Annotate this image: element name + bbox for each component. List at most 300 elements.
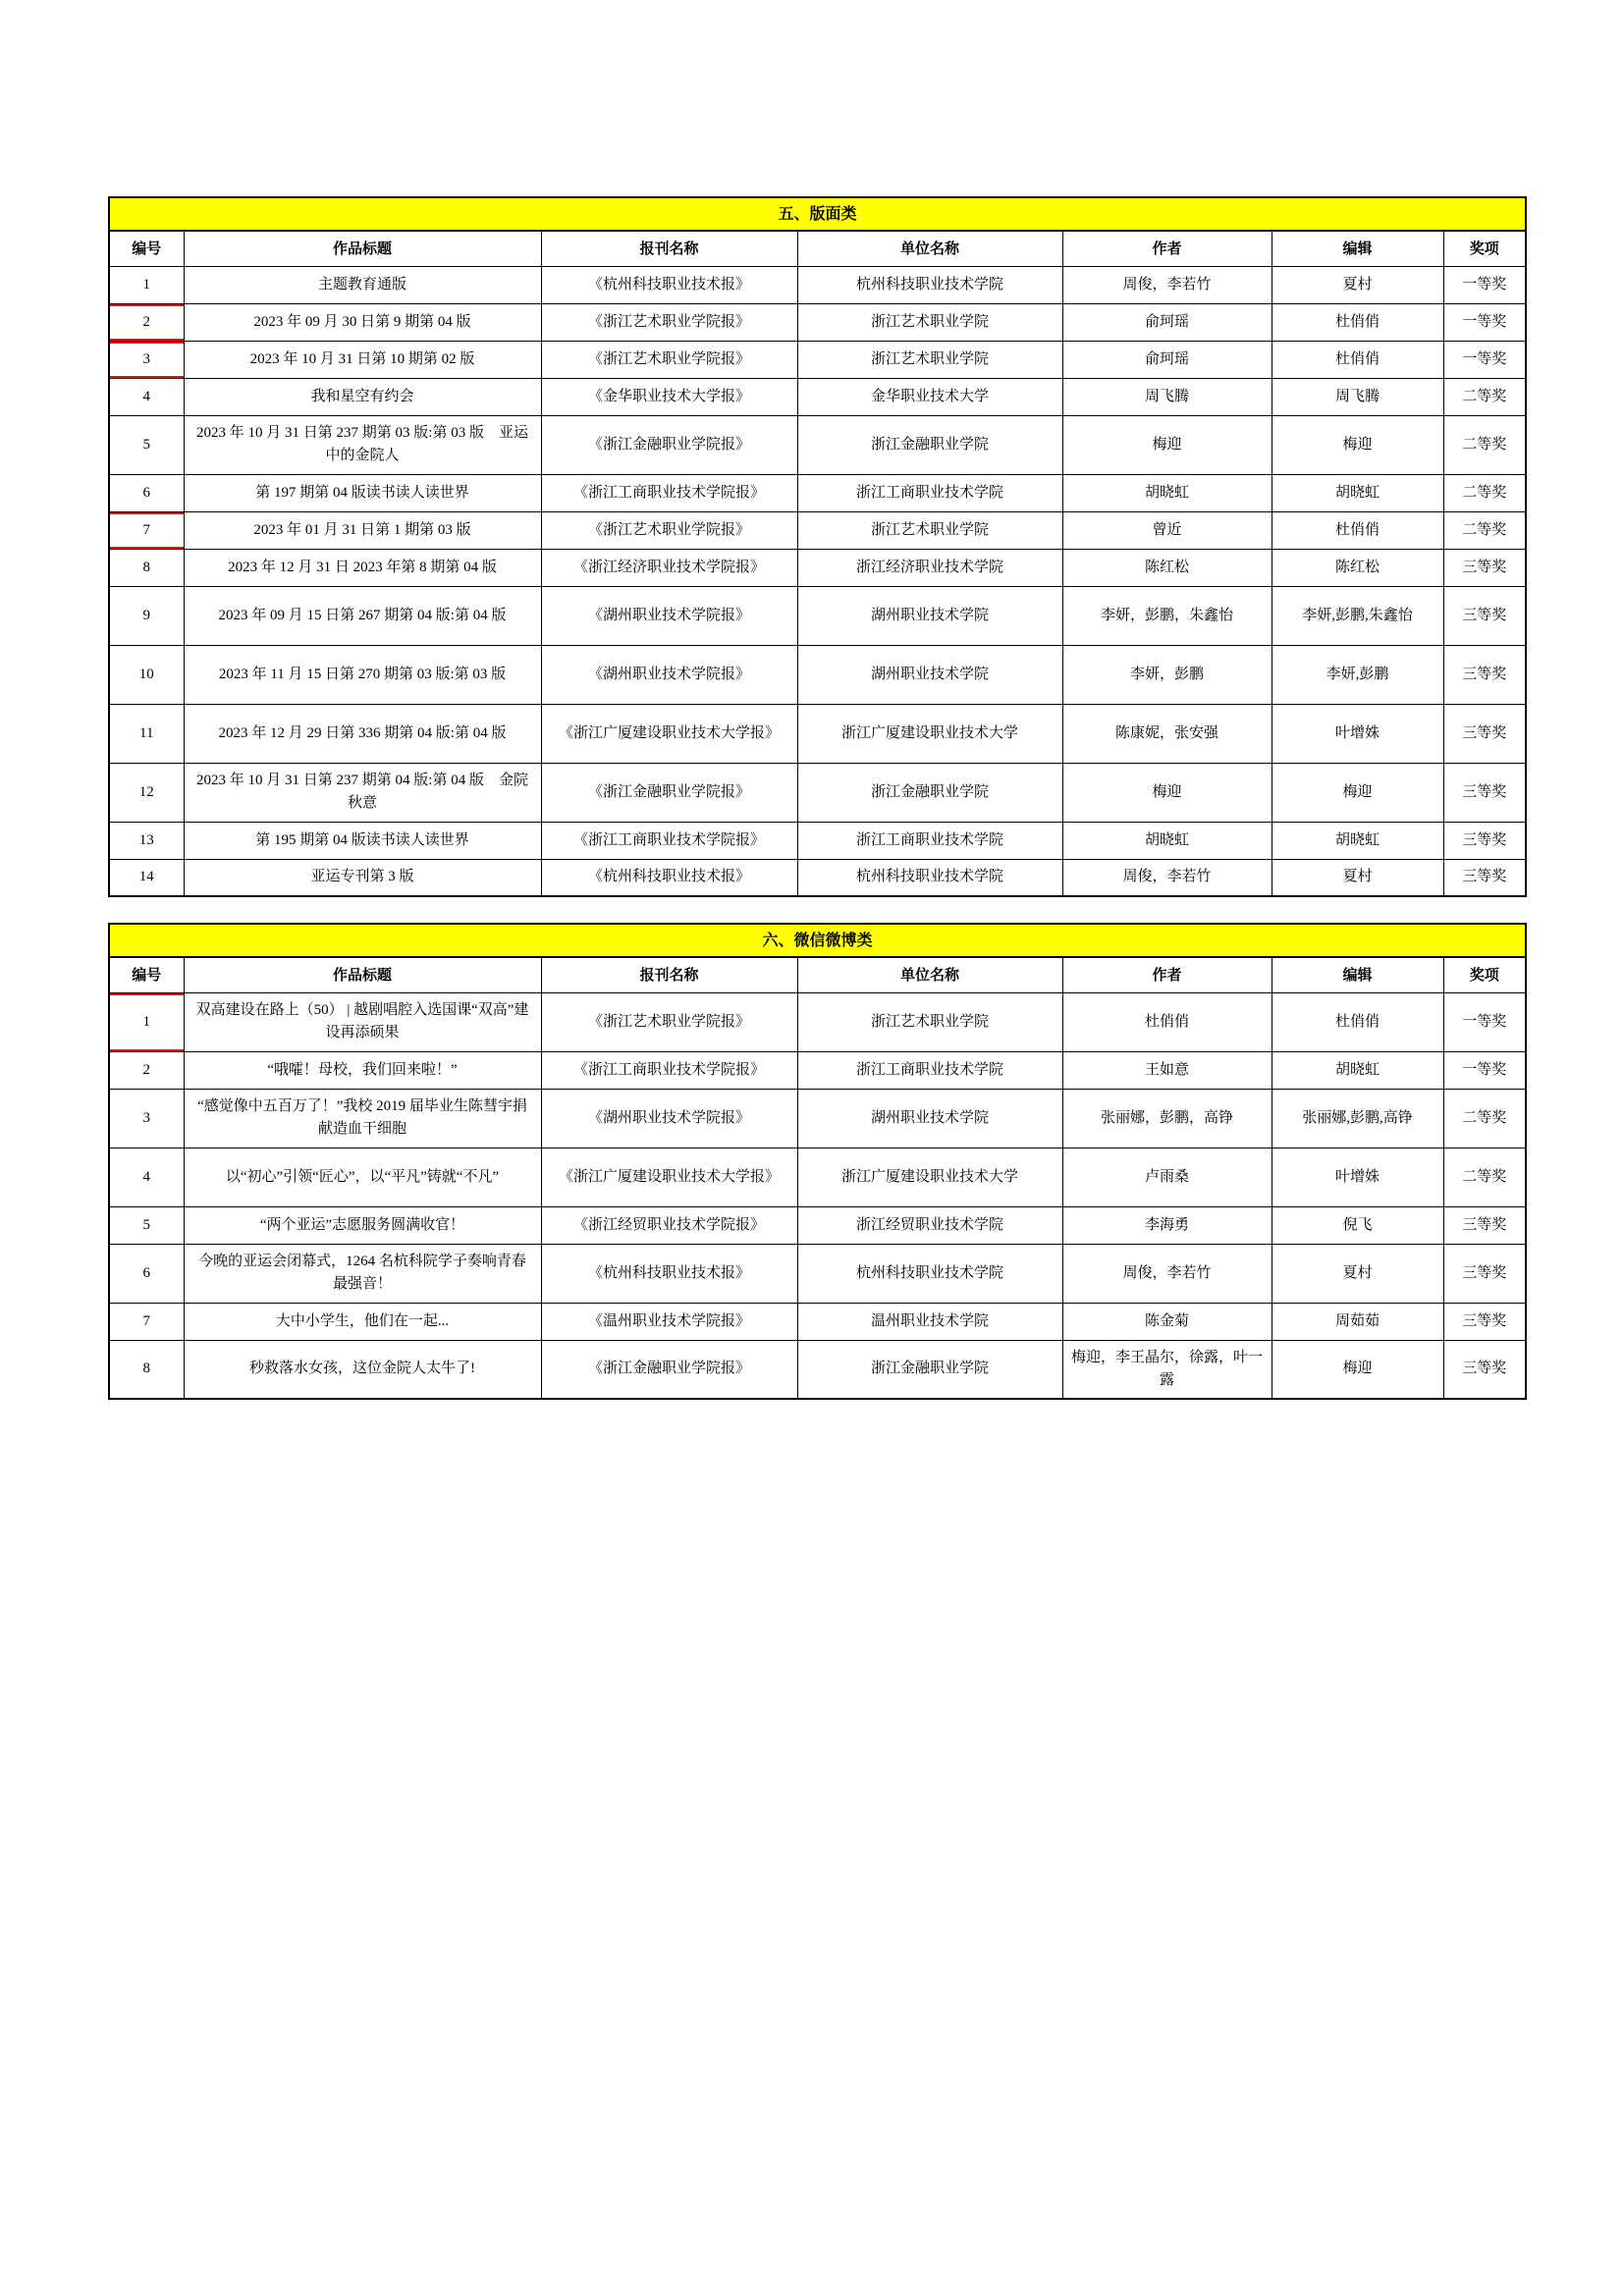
award-level-text: 三等奖 [1462,783,1507,800]
organization-name-text: 浙江工商职业技术学院 [855,1061,1003,1078]
editor-name-text: 梅迎 [1342,436,1373,453]
organization-name-text: 金华职业技术大学 [870,388,989,404]
author-name [1062,266,1272,303]
author-name [1062,303,1272,341]
organization-name-text: 浙江金融职业学院 [870,1361,989,1377]
editor-name-text: 陈红松 [1334,559,1380,575]
work-title-text: 2023 年 10 月 31 日第 10 期第 02 版 [249,350,475,367]
col-header-number: 编号 [109,957,184,992]
editor-name [1272,645,1443,704]
work-title [184,266,541,303]
table-row [109,1340,1526,1399]
row-number-text: 10 [138,666,154,682]
work-title-text: 第 197 期第 04 版读书读人读世界 [255,484,469,501]
editor-name-text: 胡晓虹 [1334,831,1380,848]
table-row [109,378,1526,415]
editor-name-text: 叶增姝 [1334,1168,1380,1185]
work-title-text: 我和星空有约会 [310,388,414,404]
organization-name [797,822,1062,859]
col-header-organization: 单位名称 [797,957,1062,992]
work-title [184,415,541,474]
organization-name-text: 杭州科技职业技术学院 [855,276,1003,293]
award-level-text: 三等奖 [1462,831,1507,848]
work-title-text: 主题教育通版 [317,276,406,293]
publication-name [541,586,797,645]
publication-name [541,1089,797,1148]
work-title [184,341,541,378]
editor-name-text: 李妍,彭鹏 [1326,666,1389,682]
award-level [1443,341,1526,378]
editor-name-text: 倪飞 [1342,1216,1373,1233]
author-name-text: 陈红松 [1144,559,1189,575]
organization-name [797,586,1062,645]
publication-name-text: 《浙江工商职业技术学院报》 [572,484,765,501]
award-level-text: 一等奖 [1462,276,1507,293]
table-row [109,511,1526,549]
author-name [1062,1303,1272,1340]
col-header-editor: 编辑 [1272,957,1443,992]
editor-name-text: 张丽娜,彭鹏,高铮 [1302,1109,1413,1126]
col-header-organization: 单位名称 [797,231,1062,266]
publication-name-text: 《湖州职业技术学院报》 [587,1109,750,1126]
work-title-text: 亚运专刊第 3 版 [310,869,414,885]
award-level [1443,586,1526,645]
table-row [109,1244,1526,1303]
work-title-text: 今晚的亚运会闭幕式，1264 名杭科院学子奏响青春最强音！ [198,1254,526,1292]
work-title-text: 2023 年 09 月 30 日第 9 期第 04 版 [253,313,471,330]
author-name-text: 梅迎 [1152,436,1182,453]
work-title-text: “哦嚯！母校，我们回来啦！” [267,1061,458,1078]
award-level-text: 二等奖 [1462,388,1507,404]
organization-name [797,266,1062,303]
author-name-text: 陈金菊 [1144,1312,1189,1329]
col-header-author: 作者 [1062,957,1272,992]
editor-name-text: 周飞腾 [1334,388,1380,404]
award-level-text: 二等奖 [1462,1168,1507,1185]
row-number [109,1051,184,1089]
work-title [184,859,541,896]
publication-name-text: 《杭州科技职业技术报》 [587,1264,750,1281]
work-title-text: 2023 年 10 月 31 日第 237 期第 04 版:第 04 版 金院秋意 [196,773,528,811]
award-level-text: 三等奖 [1462,1312,1507,1329]
work-title-text: 2023 年 09 月 15 日第 267 期第 04 版:第 04 版 [218,607,507,623]
row-number [109,266,184,303]
row-number [109,1148,184,1206]
work-title [184,474,541,511]
row-number [109,763,184,822]
section-title: 五、版面类 [109,197,1526,231]
organization-name [797,1206,1062,1244]
column-header-row [109,231,1526,266]
publication-name [541,303,797,341]
work-title-text: 第 195 期第 04 版读书读人读世界 [255,831,469,848]
organization-name-text: 杭州科技职业技术学院 [855,869,1003,885]
editor-name [1272,859,1443,896]
author-name [1062,1206,1272,1244]
work-title-text: 2023 年 12 月 31 日 2023 年第 8 期第 04 版 [228,559,497,575]
award-level-text: 三等奖 [1462,1264,1507,1281]
row-number [109,549,184,586]
work-title [184,645,541,704]
row-number-text: 8 [142,559,150,575]
organization-name [797,992,1062,1051]
organization-name [797,704,1062,763]
organization-name-text: 浙江艺术职业学院 [870,313,989,330]
award-level [1443,303,1526,341]
row-number [109,704,184,763]
table-row [109,266,1526,303]
editor-name-text: 胡晓虹 [1334,1061,1380,1078]
award-level [1443,992,1526,1051]
publication-name-text: 《浙江艺术职业学院报》 [587,350,750,367]
publication-name [541,1340,797,1399]
work-title [184,1089,541,1148]
organization-name [797,1244,1062,1303]
row-number-text: 9 [142,607,150,623]
publication-name [541,1303,797,1340]
publication-name [541,511,797,549]
row-number-text: 8 [142,1361,150,1377]
table-row [109,586,1526,645]
row-number [109,1089,184,1148]
editor-name-text: 杜俏俏 [1334,521,1380,538]
editor-name-text: 杜俏俏 [1334,350,1380,367]
publication-name [541,645,797,704]
organization-name-text: 湖州职业技术学院 [870,607,989,623]
row-number [109,1303,184,1340]
organization-name [797,378,1062,415]
award-level [1443,1340,1526,1399]
row-number-text: 5 [142,436,150,453]
publication-name [541,763,797,822]
author-name-text: 卢雨桑 [1144,1168,1189,1185]
row-number-text: 1 [142,1013,150,1030]
wechat-weibo-table-layout [108,923,1527,1400]
author-name [1062,992,1272,1051]
organization-name [797,303,1062,341]
publication-name-text: 《浙江经贸职业技术学院报》 [572,1216,765,1233]
editor-name [1272,549,1443,586]
award-level [1443,378,1526,415]
editor-name [1272,1340,1443,1399]
award-level [1443,645,1526,704]
award-level-text: 三等奖 [1462,869,1507,885]
award-level-text: 三等奖 [1462,1361,1507,1377]
author-name-text: 周飞腾 [1144,388,1189,404]
row-number [109,474,184,511]
row-number-text: 14 [138,869,154,885]
editor-name [1272,303,1443,341]
table-row [109,645,1526,704]
work-title [184,763,541,822]
row-number-text: 1 [142,276,150,293]
table-row [109,704,1526,763]
col-header-publication: 报刊名称 [541,957,797,992]
publication-name-text: 《浙江金融职业学院报》 [587,436,750,453]
author-name-text: 王如意 [1144,1061,1189,1078]
organization-name-text: 浙江艺术职业学院 [870,1013,989,1030]
table-row [109,1089,1526,1148]
col-header-award: 奖项 [1443,957,1526,992]
author-name [1062,474,1272,511]
publication-name [541,1244,797,1303]
publication-name-text: 《浙江艺术职业学院报》 [587,1013,750,1030]
author-name-text: 李妍，彭鹏 [1129,666,1204,682]
organization-name [797,549,1062,586]
row-number [109,303,184,341]
row-number-text: 6 [142,484,150,501]
publication-name [541,1148,797,1206]
publication-name-text: 《浙江经济职业技术学院报》 [572,559,765,575]
row-number [109,992,184,1051]
author-name [1062,763,1272,822]
editor-name-text: 夏村 [1342,1264,1373,1281]
award-level-text: 一等奖 [1462,313,1507,330]
publication-name-text: 《杭州科技职业技术报》 [587,276,750,293]
row-number-text: 4 [142,388,150,404]
col-header-award: 奖项 [1443,231,1526,266]
organization-name-text: 浙江金融职业学院 [870,436,989,453]
author-name [1062,378,1272,415]
table-row [109,1206,1526,1244]
work-title-text: 以“初心”引领“匠心”，以“平凡”铸就“不凡” [225,1168,500,1185]
award-level-text: 二等奖 [1462,521,1507,538]
publication-name [541,822,797,859]
work-title [184,511,541,549]
organization-name [797,511,1062,549]
editor-name [1272,1244,1443,1303]
award-level-text: 二等奖 [1462,1109,1507,1126]
work-title [184,1340,541,1399]
editor-name-text: 胡晓虹 [1334,484,1380,501]
editor-name [1272,704,1443,763]
row-number-text: 12 [138,783,154,800]
author-name [1062,549,1272,586]
row-number-text: 7 [142,1312,150,1329]
work-title [184,992,541,1051]
row-number [109,645,184,704]
work-title [184,1206,541,1244]
awards-table-layout [108,196,1527,897]
author-name [1062,704,1272,763]
author-name [1062,1051,1272,1089]
author-name-text: 张丽娜，彭鹏，高铮 [1100,1109,1233,1126]
row-number-text: 7 [142,521,150,538]
editor-name-text: 梅迎 [1342,1361,1373,1377]
award-level [1443,1206,1526,1244]
editor-name [1272,474,1443,511]
award-level-text: 二等奖 [1462,436,1507,453]
award-level-text: 三等奖 [1462,724,1507,741]
work-title-text: 2023 年 11 月 15 日第 270 期第 03 版:第 03 版 [218,666,507,682]
organization-name-text: 浙江经贸职业技术学院 [855,1216,1003,1233]
publication-name [541,474,797,511]
organization-name-text: 湖州职业技术学院 [870,666,989,682]
author-name [1062,1089,1272,1148]
work-title-text: “感觉像中五百万了！”我校 2019 届毕业生陈彗宇捐献造血干细胞 [197,1098,527,1137]
organization-name [797,1089,1062,1148]
organization-name-text: 温州职业技术学院 [870,1312,989,1329]
author-name-text: 周俊，李若竹 [1122,276,1212,293]
award-level [1443,1303,1526,1340]
publication-name-text: 《浙江广厦建设职业技术大学报》 [558,724,780,741]
editor-name [1272,763,1443,822]
publication-name-text: 《浙江艺术职业学院报》 [587,313,750,330]
organization-name [797,1051,1062,1089]
work-title-text: 大中小学生，他们在一起... [275,1312,450,1329]
table-row [109,415,1526,474]
organization-name-text: 浙江经济职业技术学院 [855,559,1003,575]
publication-name-text: 《浙江金融职业学院报》 [587,1361,750,1377]
author-name [1062,1340,1272,1399]
work-title-text: 2023 年 10 月 31 日第 237 期第 03 版:第 03 版 亚运中的金院人 [196,425,528,463]
row-number [109,378,184,415]
table-row [109,341,1526,378]
publication-name-text: 《浙江工商职业技术学院报》 [572,831,765,848]
award-level-text: 二等奖 [1462,484,1507,501]
row-number [109,1206,184,1244]
work-title-text: “两个亚运”志愿服务圆满收官！ [259,1216,465,1233]
row-number-text: 2 [142,313,150,330]
author-name-text: 陈康妮，张安强 [1114,724,1218,741]
editor-name [1272,992,1443,1051]
publication-name [541,859,797,896]
organization-name [797,763,1062,822]
publication-name [541,1206,797,1244]
row-number-text: 11 [139,724,154,741]
editor-name-text: 李妍,彭鹏,朱鑫怡 [1302,607,1413,623]
award-level [1443,1244,1526,1303]
row-number-text: 5 [142,1216,150,1233]
col-header-work-title: 作品标题 [184,957,541,992]
editor-name-text: 叶增姝 [1334,724,1380,741]
editor-name-text: 周茹茹 [1334,1312,1380,1329]
work-title [184,303,541,341]
publication-name-text: 《温州职业技术学院报》 [587,1312,750,1329]
editor-name-text: 杜俏俏 [1334,1013,1380,1030]
editor-name [1272,586,1443,645]
author-name-text: 李妍，彭鹏，朱鑫怡 [1100,607,1233,623]
col-header-publication: 报刊名称 [541,231,797,266]
publication-name-text: 《浙江广厦建设职业技术大学报》 [558,1168,780,1185]
editor-name-text: 夏村 [1342,869,1373,885]
author-name-text: 胡晓虹 [1144,484,1189,501]
award-level-text: 一等奖 [1462,1061,1507,1078]
editor-name-text: 梅迎 [1342,783,1373,800]
publication-name [541,341,797,378]
work-title-text: 秒救落水女孩，这位金院人太牛了! [249,1361,475,1377]
author-name [1062,645,1272,704]
author-name-text: 周俊，李若竹 [1122,1264,1212,1281]
editor-name [1272,415,1443,474]
award-level [1443,1148,1526,1206]
editor-name-text: 夏村 [1342,276,1373,293]
organization-name-text: 浙江金融职业学院 [870,783,989,800]
work-title [184,1303,541,1340]
publication-name [541,992,797,1051]
award-level [1443,474,1526,511]
organization-name-text: 浙江艺术职业学院 [870,521,989,538]
author-name-text: 俞珂瑶 [1144,313,1189,330]
publication-name [541,549,797,586]
work-title [184,549,541,586]
editor-name [1272,1303,1443,1340]
author-name [1062,511,1272,549]
section-title: 六、微信微博类 [109,924,1526,957]
award-level [1443,511,1526,549]
award-level-text: 三等奖 [1462,1216,1507,1233]
award-level [1443,549,1526,586]
organization-name-text: 浙江工商职业技术学院 [855,831,1003,848]
editor-name [1272,266,1443,303]
award-level [1443,415,1526,474]
award-level-text: 一等奖 [1462,1013,1507,1030]
author-name-text: 梅迎 [1152,783,1182,800]
organization-name [797,645,1062,704]
publication-name [541,378,797,415]
award-level [1443,763,1526,822]
award-level [1443,859,1526,896]
editor-name [1272,341,1443,378]
table-row [109,474,1526,511]
row-number [109,511,184,549]
col-header-number: 编号 [109,231,184,266]
author-name [1062,1148,1272,1206]
organization-name-text: 浙江广厦建设职业技术大学 [840,724,1018,741]
author-name [1062,1244,1272,1303]
table-row [109,822,1526,859]
work-title [184,704,541,763]
row-number-text: 13 [138,831,154,848]
col-header-editor: 编辑 [1272,231,1443,266]
publication-name-text: 《金华职业技术大学报》 [587,388,750,404]
award-level [1443,1051,1526,1089]
editor-name [1272,511,1443,549]
row-number [109,1244,184,1303]
row-number-text: 2 [142,1061,150,1078]
author-name-text: 周俊，李若竹 [1122,869,1212,885]
award-level-text: 一等奖 [1462,350,1507,367]
organization-name [797,474,1062,511]
author-name [1062,822,1272,859]
publication-name [541,266,797,303]
editor-name [1272,1148,1443,1206]
publication-name-text: 《湖州职业技术学院报》 [587,607,750,623]
row-number-text: 4 [142,1168,150,1185]
col-header-work-title: 作品标题 [184,231,541,266]
award-level-text: 三等奖 [1462,607,1507,623]
row-number-text: 3 [142,1109,150,1126]
row-number [109,415,184,474]
publication-name-text: 《浙江金融职业学院报》 [587,783,750,800]
author-name [1062,586,1272,645]
organization-name-text: 浙江艺术职业学院 [870,350,989,367]
editor-name-text: 杜俏俏 [1334,313,1380,330]
work-title [184,1244,541,1303]
work-title [184,822,541,859]
col-header-author: 作者 [1062,231,1272,266]
award-level-text: 三等奖 [1462,559,1507,575]
author-name-text: 俞珂瑶 [1144,350,1189,367]
award-level [1443,822,1526,859]
table-row [109,1051,1526,1089]
organization-name [797,415,1062,474]
column-header-row [109,957,1526,992]
author-name-text: 曾近 [1152,521,1182,538]
table-row [109,1303,1526,1340]
editor-name [1272,1051,1443,1089]
section-title-row [109,924,1526,957]
